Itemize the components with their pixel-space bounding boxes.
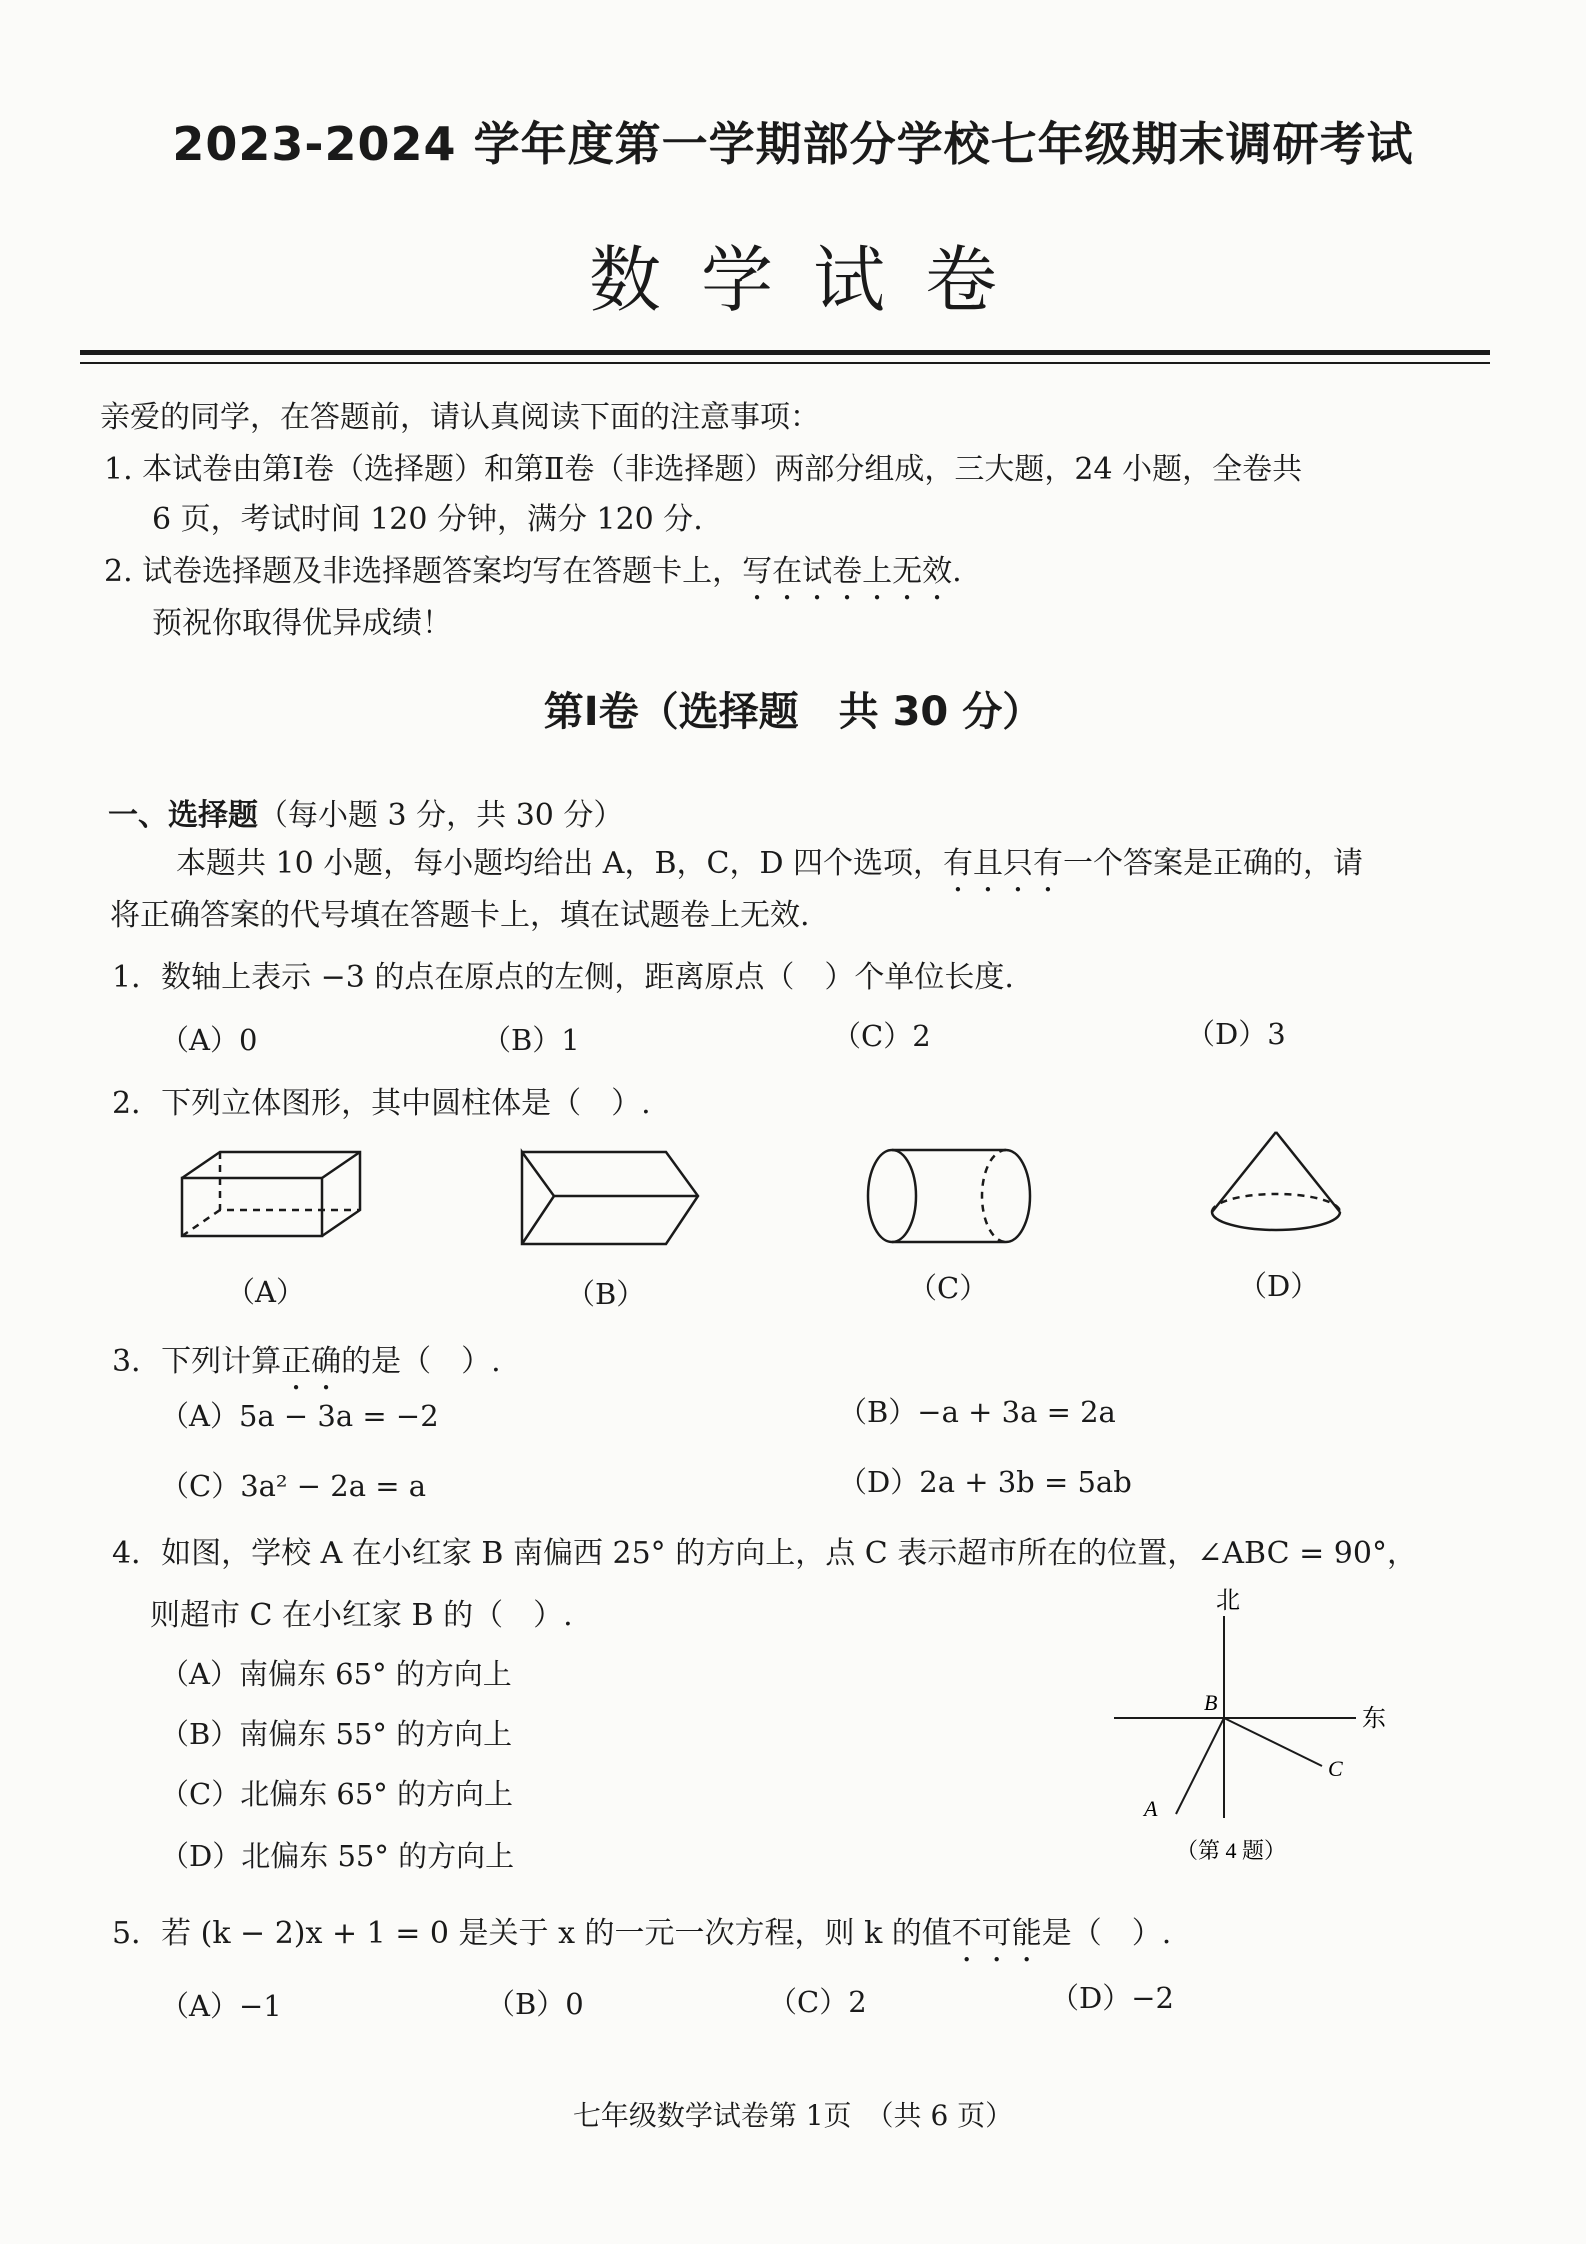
exam-title: 2023-2024 学年度第一学期部分学校七年级期末调研考试 (172, 117, 1414, 171)
q5-stem (112, 1908, 1171, 1969)
q4-option-a: （A）南偏东 65° 的方向上 (160, 1657, 512, 1691)
notice-item-1-cont: 6 页，考试时间 120 分钟，满分 120 分. (152, 502, 703, 537)
notice-item-2-emphasis: 写在试卷上无效 (742, 554, 953, 589)
q2-option-c: （C） (908, 1271, 989, 1305)
point-b-label: B (1204, 1690, 1218, 1715)
q5-option-a: （A）−1 (160, 1989, 282, 2023)
q5-option-c: （C）2 (768, 1985, 867, 2019)
q5-option-b: （B）0 (486, 1987, 584, 2021)
notice-wish: 预祝你取得优异成绩！ (152, 606, 452, 641)
q3-stem-a: 3．下列计算 (112, 1344, 282, 1379)
north-label: 北 (1216, 1588, 1240, 1614)
part-heading (108, 790, 623, 834)
q4-option-b: （B）南偏东 55° 的方向上 (160, 1717, 513, 1751)
q5-stem-b: 是（ ）. (1041, 1916, 1172, 1951)
instr-1b: 一个答案是正确的，请 (1063, 846, 1364, 881)
q3-option-b: （B）−a + 3a = 2a (838, 1395, 1116, 1429)
figure-caption: （第 4 题） (1176, 1838, 1287, 1863)
cone-icon (1208, 1128, 1344, 1236)
q4-option-d: （D）北偏东 55° 的方向上 (160, 1839, 515, 1873)
cylinder-icon (864, 1146, 1036, 1246)
part-instruction-2: 将正确答案的代号填在答题卡上，填在试题卷上无效. (110, 898, 810, 933)
q3-option-a: （A）5a − 3a = −2 (160, 1399, 439, 1433)
q4-direction-diagram (1100, 1586, 1400, 1866)
title-rule-thin (80, 362, 1490, 364)
q4-stem-line-1: 4．如图，学校 A 在小红家 B 南偏西 25° 的方向上，点 C 表示超市所在的位置，∠ABC = 90°， (112, 1536, 1417, 1571)
q2-option-a: （A） (226, 1275, 305, 1309)
q1-option-a: （A）0 (160, 1023, 258, 1057)
q3-stem (112, 1336, 501, 1397)
q1-option-c: （C）2 (832, 1019, 931, 1053)
q1-stem: 1．数轴上表示 −3 的点在原点的左侧，距离原点（ ）个单位长度. (112, 960, 1014, 995)
instr-1a: 本题共 10 小题，每小题均给出 A，B，C，D 四个选项， (176, 846, 944, 881)
notice-item-2-suffix: . (952, 554, 962, 589)
q5-stem-emphasis: 不可能 (951, 1916, 1042, 1951)
point-a-label: A (1144, 1796, 1158, 1821)
q4-stem-line-2: 则超市 C 在小红家 B 的（ ）. (150, 1598, 573, 1633)
q4-option-c: （C）北偏东 65° 的方向上 (160, 1777, 514, 1811)
q2-option-b: （B） (566, 1277, 646, 1311)
notice-item-1: 1. 本试卷由第Ⅰ卷（选择题）和第Ⅱ卷（非选择题）两部分组成，三大题，24 小题，全卷共 (104, 452, 1303, 487)
q1-option-d: （D）3 (1186, 1017, 1286, 1051)
east-label: 东 (1362, 1706, 1386, 1732)
triangular-prism-icon (518, 1148, 702, 1248)
q2-stem: 2．下列立体图形，其中圆柱体是（ ）. (112, 1086, 651, 1121)
title-rule-thick (80, 350, 1490, 355)
q5-option-d: （D）−2 (1050, 1981, 1175, 2015)
q1-option-b: （B）1 (482, 1023, 580, 1057)
q3-stem-emphasis: 正确 (281, 1344, 342, 1379)
point-c-label: C (1328, 1756, 1343, 1781)
notice-greeting: 亲爱的同学，在答题前，请认真阅读下面的注意事项： (100, 400, 820, 435)
page-footer: 七年级数学试卷第 1页 （共 6 页） (572, 2099, 1014, 2132)
subject-title: 数学试卷 (588, 238, 1037, 322)
instr-1-emphasis: 有且只有 (943, 846, 1064, 881)
q3-option-c: （C）3a² − 2a = a (160, 1469, 427, 1503)
cuboid-icon (180, 1148, 366, 1240)
part-score: （每小题 3 分，共 30 分） (258, 798, 624, 833)
q3-stem-b: 的是（ ）. (341, 1344, 501, 1379)
notice-item-2-prefix: 2. 试卷选择题及非选择题答案均写在答题卡上， (104, 554, 743, 589)
section-title: 第Ⅰ卷（选择题 共 30 分） (543, 689, 1043, 735)
q3-option-d: （D）2a + 3b = 5ab (838, 1465, 1132, 1499)
q5-stem-a: 5．若 (k − 2)x + 1 = 0 是关于 x 的一元一次方程，则 k 的值 (112, 1916, 952, 1951)
part-label: 一、选择题 (108, 798, 258, 833)
q2-option-d: （D） (1238, 1269, 1320, 1303)
